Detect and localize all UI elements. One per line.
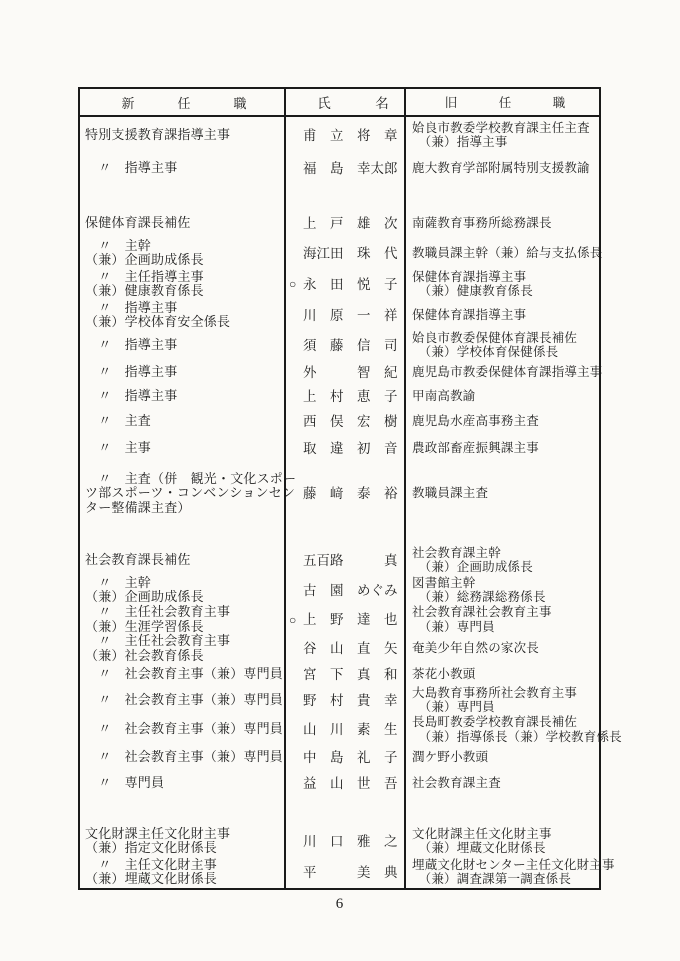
- name-cell: [284, 462, 404, 525]
- person-name: 野 村 貴 幸: [303, 692, 398, 708]
- new-position-line: 〃 主任文化財主事: [85, 856, 218, 872]
- table-row: [80, 385, 599, 408]
- new-position-line: 〃 社会教育主事（兼）専門員: [85, 691, 284, 707]
- table-row: [80, 300, 599, 330]
- name-cell: [284, 385, 404, 408]
- old-position-line: 図書館主幹: [412, 575, 476, 590]
- spacer-row: [80, 525, 599, 545]
- new-position-line: 社会教育課長補佐: [85, 551, 191, 567]
- old-position-line: 鹿児島水産高事務主査: [412, 414, 540, 429]
- person-name: 古 園 めぐみ: [303, 582, 398, 598]
- name-cell: [284, 744, 404, 770]
- new-position-cell: [80, 408, 284, 435]
- table-row: [80, 208, 599, 238]
- old-position-line: 社会教育課主査: [412, 775, 501, 790]
- new-position-line: 〃 指導主事: [85, 299, 178, 315]
- column-header-new-position: 新 任 職: [121, 95, 248, 111]
- person-name: 甫 立 将 章: [303, 127, 398, 143]
- table-row: [80, 685, 599, 715]
- new-position-line: （兼）埋蔵文化財係長: [85, 871, 218, 886]
- new-position-cell: [80, 183, 284, 208]
- table-row: [80, 237, 603, 268]
- column-header-old-position: 旧 任 職: [404, 89, 599, 115]
- table-row: [80, 435, 599, 462]
- old-position-cell: [404, 360, 603, 385]
- table-row: [80, 634, 599, 663]
- person-name: 川 原 一 祥: [303, 307, 398, 323]
- old-position-cell: [404, 300, 599, 330]
- old-position-line: （兼）専門員: [412, 700, 495, 714]
- new-position-line: 〃 社会教育主事（兼）専門員: [85, 665, 284, 681]
- new-position-line: 文化財課主任文化財主事: [85, 825, 231, 841]
- new-position-line: （兼）企画助成係長: [85, 252, 204, 267]
- new-position-cell: [80, 663, 284, 685]
- name-cell: [284, 605, 404, 634]
- old-position-cell: [404, 856, 615, 888]
- new-position-line: （兼）健康教育係長: [85, 283, 204, 298]
- old-position-cell: [404, 268, 599, 300]
- person-name: 海江田 珠 代: [303, 245, 398, 261]
- name-cell: [284, 796, 404, 826]
- person-name: 宮 下 真 和: [303, 666, 398, 682]
- old-position-line: 姶良市教委学校教育課主任主査: [412, 120, 590, 135]
- person-name: 中 島 礼 子: [303, 749, 398, 765]
- old-position-cell: [404, 153, 599, 183]
- spacer-row: [80, 183, 599, 208]
- spacer-row: [80, 796, 599, 826]
- personnel-table: [78, 87, 622, 890]
- old-position-cell: [404, 605, 599, 634]
- name-cell: [284, 360, 404, 385]
- new-position-line: 〃 主幹: [85, 574, 152, 590]
- table-row: [80, 663, 599, 685]
- old-position-line: 甲南高教諭: [412, 389, 476, 404]
- old-position-line: 南薩教育事務所総務課長: [412, 215, 552, 230]
- table-row: [80, 575, 599, 605]
- new-position-line: 〃 主任指導主事: [85, 268, 204, 284]
- old-position-cell: [404, 462, 599, 525]
- person-name: 取 違 初 音: [303, 441, 398, 456]
- new-position-line: 特別支援教育課指導主事: [85, 126, 231, 142]
- old-position-line: （兼）企画助成係長: [412, 560, 533, 574]
- old-position-line: 教職員課主幹（兼）給与支払係長: [412, 245, 603, 260]
- person-name: 外 智 紀: [303, 365, 398, 380]
- circle-mark: ○: [289, 612, 297, 627]
- new-position-line: 〃 指導主事: [85, 336, 178, 352]
- old-position-cell: [404, 385, 599, 408]
- new-position-cell: [80, 300, 284, 330]
- new-position-line: （兼）企画助成係長: [85, 589, 204, 604]
- old-position-line: （兼）指導主事: [412, 135, 508, 149]
- new-position-line: ツ部スポーツ・コンベンションセン: [85, 485, 296, 501]
- new-position-line: 〃 社会教育主事（兼）専門員: [85, 748, 284, 764]
- old-position-line: （兼）調査課第一調査係長: [412, 872, 572, 886]
- name-cell: [284, 525, 404, 545]
- table-row: [80, 826, 599, 856]
- new-position-cell: [80, 826, 284, 856]
- new-position-line: 〃 指導主事: [85, 388, 178, 404]
- name-cell: [284, 856, 404, 888]
- table-body: [80, 117, 622, 888]
- new-position-line: 〃 社会教育主事（兼）専門員: [85, 721, 284, 737]
- new-position-cell: [80, 744, 284, 770]
- new-position-line: 〃 専門員: [85, 774, 165, 790]
- old-position-line: 文化財課主任文化財主事: [412, 826, 552, 841]
- table-row: [80, 605, 599, 634]
- circle-mark: ○: [289, 277, 297, 291]
- name-cell: [284, 826, 404, 856]
- table-header-row: [80, 89, 599, 117]
- name-cell: [284, 575, 404, 605]
- old-position-cell: [404, 685, 599, 715]
- table-row: [80, 268, 599, 300]
- new-position-cell: [80, 856, 284, 888]
- new-position-cell: [80, 238, 284, 268]
- old-position-line: 姶良市教委保健体育課長補佐: [412, 330, 578, 345]
- old-position-cell: [404, 408, 599, 435]
- old-position-line: 大島教育事務所社会教育主事: [412, 685, 578, 700]
- old-position-line: 茶花小教頭: [412, 666, 476, 681]
- table-row: [80, 153, 599, 183]
- new-position-cell: [80, 360, 284, 385]
- person-name: 五百路 真: [303, 552, 398, 568]
- table-row: [80, 856, 615, 888]
- new-position-cell: [80, 605, 284, 634]
- name-cell: [284, 330, 404, 360]
- old-position-line: （兼）指導係長（兼）学校教育係長: [412, 729, 622, 744]
- person-name: 藤 﨑 泰 裕: [303, 486, 398, 501]
- old-position-cell: [404, 435, 599, 462]
- name-cell: [284, 153, 404, 183]
- person-name: 永 田 悦 子: [303, 276, 398, 292]
- new-position-cell: [80, 715, 284, 744]
- name-cell: [284, 634, 404, 663]
- new-position-cell: [80, 770, 284, 796]
- old-position-cell: [404, 208, 599, 238]
- old-position-cell: [404, 796, 599, 826]
- new-position-cell: [80, 268, 284, 300]
- old-position-line: 潤ケ野小教頭: [412, 749, 489, 764]
- old-position-cell: [404, 183, 599, 208]
- person-name: 山 川 素 生: [303, 722, 398, 737]
- name-cell: [284, 183, 404, 208]
- old-position-cell: [404, 330, 599, 360]
- new-position-line: 〃 主任社会教育主事: [85, 633, 231, 648]
- table-row: [80, 770, 599, 796]
- person-name: 福 島 幸太郎: [303, 160, 398, 176]
- old-position-line: （兼）専門員: [412, 619, 495, 634]
- old-position-cell: [404, 634, 599, 663]
- old-position-line: 保健体育課指導主事: [412, 307, 527, 322]
- old-position-cell: [404, 663, 599, 685]
- table-row: [80, 462, 599, 525]
- old-position-line: 教職員課主査: [412, 486, 489, 501]
- new-position-line: 〃 主事: [85, 440, 152, 456]
- person-name: 須 藤 信 司: [303, 337, 398, 353]
- new-position-line: 〃 指導主事: [85, 159, 178, 175]
- new-position-cell: [80, 685, 284, 715]
- new-position-line: 〃 主査: [85, 413, 152, 429]
- table-row: [80, 408, 599, 435]
- name-cell: [284, 117, 404, 153]
- old-position-cell: [404, 715, 622, 744]
- new-position-cell: [80, 545, 284, 575]
- new-position-cell: [80, 435, 284, 462]
- new-position-line: ター整備課主査）: [85, 499, 191, 515]
- new-position-cell: [80, 796, 284, 826]
- name-cell: [284, 408, 404, 435]
- table-row: [80, 117, 599, 153]
- new-position-cell: [80, 462, 297, 525]
- old-position-line: 埋蔵文化財センター主任文化財主事: [412, 857, 615, 872]
- table-row: [80, 360, 603, 385]
- new-position-line: 保健体育課長補佐: [85, 214, 191, 230]
- old-position-cell: [404, 545, 599, 575]
- old-position-cell: [404, 826, 599, 856]
- person-name: 西 俣 宏 樹: [303, 414, 398, 429]
- name-cell: [284, 268, 404, 300]
- name-cell: [284, 238, 404, 268]
- name-cell: [284, 208, 404, 238]
- old-position-cell: [404, 770, 599, 796]
- person-name: 上 野 達 也: [303, 612, 398, 627]
- person-name: 川 口 雅 之: [303, 833, 398, 849]
- name-cell: [284, 663, 404, 685]
- new-position-cell: [80, 117, 284, 153]
- name-cell: [284, 545, 404, 575]
- old-position-line: 鹿大教育学部附属特別支援教諭: [412, 160, 590, 175]
- old-position-line: 社会教育課社会教育主事: [412, 605, 552, 619]
- new-position-line: （兼）生涯学習係長: [85, 618, 204, 634]
- new-position-line: （兼）社会教育係長: [85, 647, 204, 663]
- person-name: 上 村 恵 子: [303, 389, 398, 404]
- new-position-line: 〃 主任社会教育主事: [85, 604, 231, 619]
- old-position-cell: [404, 117, 599, 153]
- new-position-cell: [80, 153, 284, 183]
- old-position-cell: [404, 575, 599, 605]
- table-row: [80, 715, 622, 744]
- new-position-line: 〃 指導主事: [85, 364, 178, 380]
- new-position-line: 〃 主幹: [85, 237, 152, 253]
- name-cell: [284, 685, 404, 715]
- table-row: [80, 545, 599, 575]
- name-cell: [284, 435, 404, 462]
- old-position-cell: [404, 525, 599, 545]
- table-row: [80, 744, 599, 770]
- page-number: 6: [335, 896, 345, 912]
- old-position-line: （兼）総務課総務係長: [412, 590, 546, 604]
- old-position-line: 保健体育課指導主事: [412, 269, 527, 284]
- old-position-line: 長島町教委学校教育課長補佐: [412, 715, 578, 729]
- new-position-line: （兼）指定文化財係長: [85, 840, 218, 855]
- old-position-line: （兼）健康教育係長: [412, 284, 533, 298]
- person-name: 谷 山 直 矢: [303, 641, 398, 656]
- person-name: 益 山 世 吾: [303, 775, 398, 791]
- name-cell: [284, 770, 404, 796]
- new-position-cell: [80, 385, 284, 408]
- old-position-line: 社会教育課主幹: [412, 545, 501, 560]
- new-position-line: 〃 主査（併 観光・文化スポー: [85, 470, 297, 486]
- new-position-cell: [80, 525, 284, 545]
- name-cell: [284, 715, 404, 744]
- new-position-cell: [80, 634, 284, 663]
- old-position-line: （兼）埋蔵文化財係長: [412, 841, 546, 855]
- old-position-cell: [404, 238, 603, 268]
- name-cell: [284, 300, 404, 330]
- new-position-cell: [80, 330, 284, 360]
- new-position-cell: [80, 208, 284, 238]
- old-position-line: （兼）学校体育保健係長: [412, 345, 559, 359]
- old-position-cell: [404, 744, 599, 770]
- old-position-line: 鹿児島市教委保健体育課指導主事: [412, 365, 603, 380]
- new-position-line: （兼）学校体育安全係長: [85, 314, 231, 329]
- table-row: [80, 330, 599, 360]
- old-position-line: 農政部畜産振興課主事: [412, 441, 540, 456]
- old-position-line: 奄美少年自然の家次長: [412, 641, 540, 656]
- person-name: 上 戸 雄 次: [303, 215, 398, 231]
- new-position-cell: [80, 575, 284, 605]
- column-header-name: 氏 名: [284, 89, 404, 115]
- person-name: 平 美 典: [303, 864, 398, 880]
